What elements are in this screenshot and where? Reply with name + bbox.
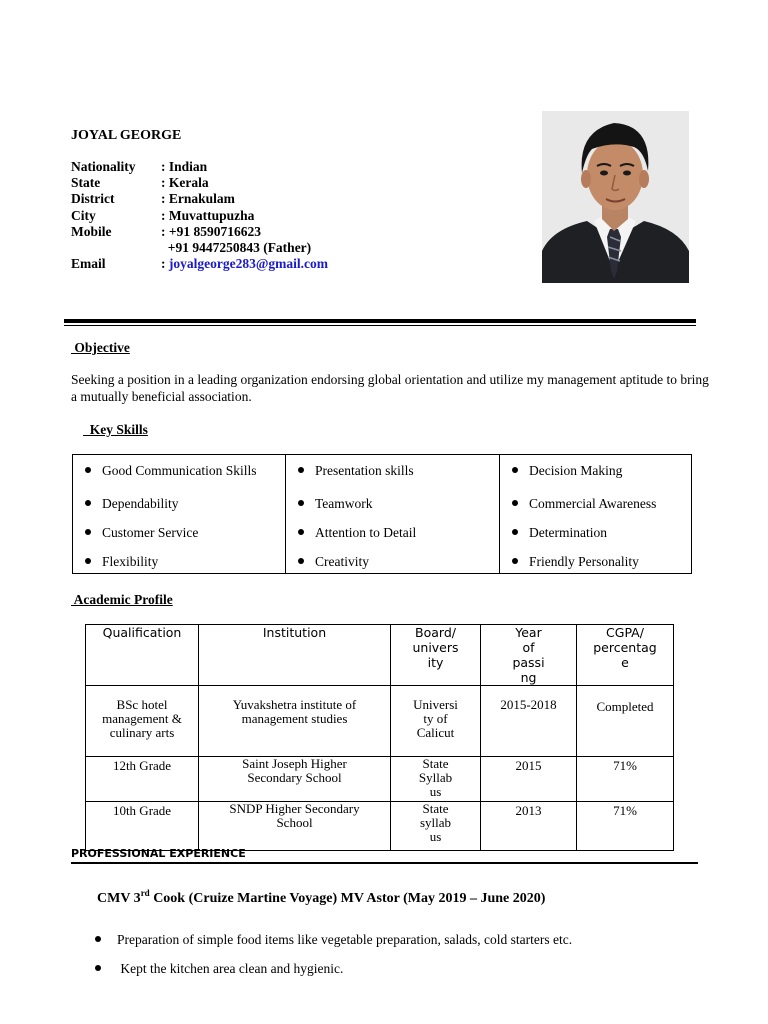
table-cell: 71% xyxy=(577,802,674,851)
table-cell: Completed xyxy=(577,686,674,757)
skill-label: Attention to Detail xyxy=(315,525,417,540)
skills-column xyxy=(73,455,285,573)
header-divider-thin xyxy=(64,325,696,327)
table-header-cell: Board/ univers ity xyxy=(391,625,481,686)
table-cell: 10th Grade xyxy=(86,802,199,851)
skill-item xyxy=(298,554,369,570)
job-title-suffix: Cook (Cruize Martine Voyage) MV Astor (May 2019 – June 2020) xyxy=(149,891,546,906)
profile-photo-icon xyxy=(542,111,689,283)
bullet-icon xyxy=(85,500,91,506)
experience-divider xyxy=(71,862,698,864)
skill-label: Commercial Awareness xyxy=(529,496,657,511)
profile-photo xyxy=(542,111,689,283)
info-label: State xyxy=(71,175,101,191)
skill-label: Decision Making xyxy=(529,463,623,478)
table-cell: Universi ty of Calicut xyxy=(391,686,481,757)
info-label: Mobile xyxy=(71,223,112,239)
skill-item xyxy=(512,496,656,512)
info-value-wrapper xyxy=(161,256,328,272)
table-header-row xyxy=(86,625,674,686)
list-item xyxy=(95,932,572,948)
info-label: City xyxy=(71,207,96,223)
skill-label: Customer Service xyxy=(102,525,199,540)
academic-heading: Academic Profile xyxy=(71,592,173,607)
table-row xyxy=(86,686,674,757)
info-value: : Ernakulam xyxy=(161,191,235,207)
job-title-sup: rd xyxy=(140,888,150,898)
table-header-cell: Institution xyxy=(199,625,391,686)
skill-item xyxy=(298,463,414,479)
info-value: : Indian xyxy=(161,159,208,174)
info-label: District xyxy=(71,191,115,207)
table-header-cell: Qualification xyxy=(86,625,199,686)
objective-heading: Objective xyxy=(71,340,130,355)
table-cell: BSc hotel management & culinary arts xyxy=(86,686,199,757)
info-label: Nationality xyxy=(71,159,136,174)
bullet-icon xyxy=(95,965,101,971)
table-cell: 2015 xyxy=(481,757,577,802)
table-header-cell: CGPA/ percentag e xyxy=(577,625,674,686)
skill-item xyxy=(298,525,416,541)
table-row xyxy=(86,757,674,802)
table-cell: State Syllab us xyxy=(391,757,481,802)
bullet-icon xyxy=(512,529,518,535)
info-value: +91 9447250843 (Father) xyxy=(161,239,312,255)
skill-label: Friendly Personality xyxy=(529,554,639,569)
header-divider xyxy=(64,319,696,323)
skill-label: Dependability xyxy=(102,496,179,511)
key-skills-heading: Key Skills xyxy=(83,422,148,437)
skill-label: Flexibility xyxy=(102,554,159,569)
info-label: Email xyxy=(71,256,106,272)
bullet-icon xyxy=(85,467,91,473)
skill-item xyxy=(512,463,622,479)
bullet-icon xyxy=(85,558,91,564)
bullet-icon xyxy=(298,529,304,535)
skill-label: Determination xyxy=(529,525,607,540)
table-cell: 2013 xyxy=(481,802,577,851)
email-link[interactable]: joyalgeorge283@gmail.com xyxy=(168,256,329,272)
info-value: : xyxy=(161,256,169,272)
job-title xyxy=(97,888,546,907)
experience-heading: PROFESSIONAL EXPERIENCE xyxy=(71,847,246,860)
table-cell: Saint Joseph Higher Secondary School xyxy=(199,757,391,802)
table-cell: Yuvakshetra institute of management studies xyxy=(199,686,391,757)
bullet-icon xyxy=(85,529,91,535)
skill-item xyxy=(85,554,158,570)
info-value: : +91 8590716623 xyxy=(161,223,261,239)
info-value: : Kerala xyxy=(161,175,209,191)
bullet-icon xyxy=(512,500,518,506)
table-cell: SNDP Higher Secondary School xyxy=(199,802,391,851)
list-item-text: Kept the kitchen area clean and hygienic. xyxy=(117,961,344,976)
skills-table xyxy=(72,454,692,574)
table-row xyxy=(86,802,674,851)
academic-table xyxy=(85,624,674,851)
bullet-icon xyxy=(298,558,304,564)
bullet-icon xyxy=(298,467,304,473)
table-cell: State syllab us xyxy=(391,802,481,851)
skill-item xyxy=(85,463,257,479)
skill-label: Good Communication Skills xyxy=(102,463,257,478)
skills-column xyxy=(499,455,692,573)
list-item xyxy=(95,961,343,977)
table-cell: 71% xyxy=(577,757,674,802)
skills-column xyxy=(285,455,500,573)
bullet-icon xyxy=(95,936,101,942)
skill-item xyxy=(512,525,607,541)
skill-label: Creativity xyxy=(315,554,369,569)
skill-item xyxy=(298,496,373,512)
bullet-icon xyxy=(512,467,518,473)
candidate-name: JOYAL GEORGE xyxy=(71,128,182,143)
skill-item xyxy=(512,554,639,570)
table-header-cell: Year of passi ng xyxy=(481,625,577,686)
bullet-icon xyxy=(512,558,518,564)
job-title-prefix: CMV 3 xyxy=(97,891,141,906)
objective-text: Seeking a position in a leading organization endorsing global orientation and utilize my management aptitude to bring a mutually beneficial association. xyxy=(71,372,709,404)
skill-item xyxy=(85,525,198,541)
table-cell: 12th Grade xyxy=(86,757,199,802)
skill-label: Teamwork xyxy=(315,496,373,511)
list-item-text: Preparation of simple food items like vegetable preparation, salads, cold starters etc. xyxy=(117,932,573,947)
table-cell: 2015-2018 xyxy=(481,686,577,757)
info-value: : Muvattupuzha xyxy=(161,207,255,223)
bullet-icon xyxy=(298,500,304,506)
skill-label: Presentation skills xyxy=(315,463,414,478)
skill-item xyxy=(85,496,178,512)
